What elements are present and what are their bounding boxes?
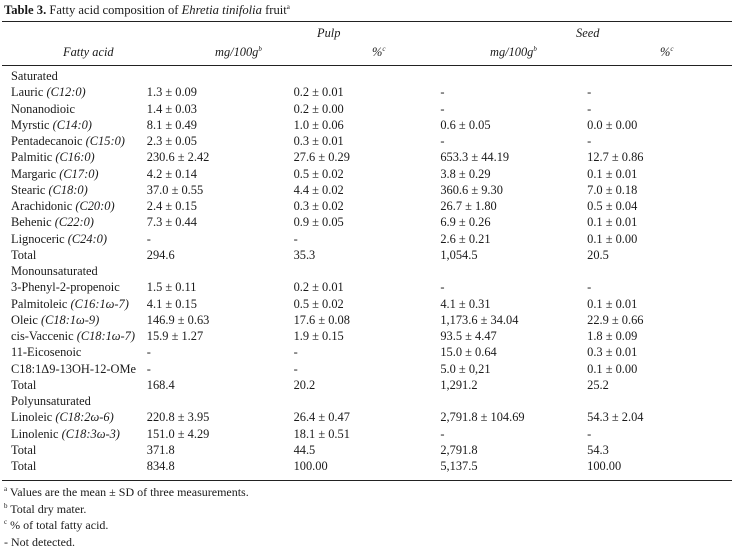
table-row (0, 247, 734, 263)
fatty-acid-code: (C17:0) (59, 166, 99, 181)
pulp-pct-cell: 0.3 ± 0.01 (293, 134, 344, 149)
table-row (0, 344, 734, 360)
fatty-acid-cell (0, 312, 147, 328)
seed-pct-cell: 54.3 ± 2.04 (587, 410, 644, 425)
seed-pct-cell: 7.0 ± 0.18 (587, 182, 638, 197)
pulp-mg-cell: 168.4 (146, 377, 175, 392)
seed-pct-cell: 0.3 ± 0.01 (587, 345, 638, 360)
table-row (0, 426, 734, 442)
table-body (0, 68, 734, 474)
seed-mg-cell: - (440, 426, 445, 441)
table-row (0, 84, 734, 100)
seed-mg-cell: 5.0 ± 0,21 (440, 361, 491, 376)
fatty-acid-name: Palmitoleic (11, 296, 71, 311)
footnote (4, 484, 249, 501)
fatty-acid-name: Behenic (11, 215, 55, 230)
pulp-pct-sup: c (382, 44, 386, 53)
fatty-acid-cell (0, 182, 147, 198)
table-row (0, 328, 734, 344)
fatty-acid-name: Palmitic (11, 150, 56, 165)
fatty-acid-code: (C24:0) (67, 231, 107, 246)
pulp-pct-cell: 27.6 ± 0.29 (293, 150, 350, 165)
table-row (0, 361, 734, 377)
seed-mg-cell: 4.1 ± 0.31 (440, 296, 491, 311)
pulp-pct-cell: 44.5 (293, 442, 316, 457)
fatty-acid-name: cis-Vaccenic (11, 329, 77, 344)
fatty-acid-name: Total (11, 247, 37, 262)
pulp-pct-cell: 0.2 ± 0.01 (293, 85, 344, 100)
fatty-acid-code: (C18:1ω-7) (76, 329, 136, 344)
pulp-mg-cell: 2.3 ± 0.05 (146, 134, 197, 149)
seed-pct-cell: 0.0 ± 0.00 (587, 117, 638, 132)
table-row (0, 458, 734, 474)
pulp-mg-cell: 1.5 ± 0.11 (146, 280, 197, 295)
section-label: Monounsaturated (11, 264, 98, 279)
pulp-pct-cell: 4.4 ± 0.02 (293, 182, 344, 197)
fatty-acid-name: Pentadecanoic (11, 134, 86, 149)
fatty-acid-name: 3-Phenyl-2-propenoic (11, 280, 120, 295)
footnote-text: % of total fatty acid. (7, 518, 109, 533)
pulp-mg-cell: 1.3 ± 0.09 (146, 85, 197, 100)
footnote-text: Total dry mater. (7, 501, 87, 516)
seed-mg-cell: 1,173.6 ± 34.04 (440, 312, 519, 327)
seed-pct-cell: 0.1 ± 0.01 (587, 166, 638, 181)
fatty-acid-code: (C12:0) (46, 85, 86, 100)
seed-pct-cell: 20.5 (587, 247, 609, 262)
seed-pct-cell: 25.2 (587, 377, 609, 392)
seed-mg-cell: - (440, 85, 445, 100)
pulp-pct-cell: 0.9 ± 0.05 (293, 215, 344, 230)
footnote (4, 517, 249, 534)
fatty-acid-name: 11-Eicosenoic (11, 345, 82, 360)
fatty-acid-cell (0, 377, 147, 393)
fatty-acid-code: (C16:1ω-7) (70, 296, 129, 311)
fatty-acid-cell (0, 409, 147, 425)
seed-mg-cell: 0.6 ± 0.05 (440, 117, 491, 132)
pulp-mg-cell: 151.0 ± 4.29 (146, 426, 210, 441)
seed-pct-cell: 0.5 ± 0.04 (587, 199, 638, 214)
footnote-mark: c (4, 518, 8, 527)
section-row (0, 68, 734, 84)
pulp-mg-cell: 834.8 (146, 459, 175, 474)
seed-mg-cell: 2,791.8 (440, 442, 478, 457)
pulp-pct-cell: 100.00 (293, 459, 328, 474)
table-row (0, 409, 734, 425)
caption-species: Ehretia tinifolia (181, 3, 262, 17)
pulp-pct-cell: 1.0 ± 0.06 (293, 117, 344, 132)
pulp-mg-cell: 294.6 (146, 247, 175, 262)
fatty-acid-cell (0, 426, 147, 442)
pulp-mg-sup: b (258, 44, 262, 53)
seed-mg-cell: 360.6 ± 9.30 (440, 182, 503, 197)
fatty-acid-cell (0, 149, 147, 165)
pulp-pct-cell: 0.2 ± 0.00 (293, 101, 344, 116)
table-row (0, 312, 734, 328)
table-row (0, 279, 734, 295)
fatty-acid-cell (0, 344, 147, 360)
caption-text-before: Fatty acid composition of (46, 3, 182, 17)
seed-pct-cell: - (587, 101, 592, 116)
pulp-mg-cell: 37.0 ± 0.55 (146, 182, 204, 197)
seed-group-header: Seed (576, 26, 600, 40)
pulp-mg-cell: - (146, 231, 151, 246)
pulp-group-header: Pulp (317, 26, 341, 40)
pulp-mg-cell: 230.6 ± 2.42 (146, 150, 210, 165)
seed-mg-cell: 26.7 ± 1.80 (440, 199, 497, 214)
table-row (0, 166, 734, 182)
footnote-text: - Not detected. (4, 534, 75, 549)
seed-mg-sup: b (533, 44, 537, 53)
fatty-acid-name: Oleic (11, 312, 41, 327)
pulp-mg-cell: 7.3 ± 0.44 (146, 215, 197, 230)
fatty-acid-name: Total (11, 442, 37, 457)
seed-pct-cell: 0.1 ± 0.01 (587, 215, 638, 230)
pulp-mg-label: mg/100g (215, 45, 259, 59)
seed-pct-cell: - (587, 134, 592, 149)
fatty-acid-cell (0, 117, 147, 133)
fatty-acid-name: Linoleic (11, 410, 56, 425)
fatty-acid-cell (0, 166, 147, 182)
fatty-acid-code: (C16:0) (55, 150, 95, 165)
seed-mg-cell: 1,054.5 (440, 247, 478, 262)
section-row (0, 263, 734, 279)
table-row (0, 442, 734, 458)
pulp-pct-cell: - (293, 231, 298, 246)
table-row (0, 296, 734, 312)
fatty-acid-code: (C18:2ω-6) (55, 410, 114, 425)
seed-pct-cell: 100.00 (587, 459, 622, 474)
section-row (0, 393, 734, 409)
fatty-acid-name: Margaric (11, 166, 60, 181)
pulp-pct-cell: 35.3 (293, 247, 316, 262)
fatty-acid-name: Arachidonic (11, 199, 76, 214)
seed-pct-cell: 12.7 ± 0.86 (587, 150, 644, 165)
fatty-acid-cell (0, 361, 147, 377)
pulp-mg-column-header (215, 45, 262, 60)
fatty-acid-cell (0, 442, 147, 458)
footnote (4, 534, 249, 551)
footnotes (4, 484, 249, 550)
fatty-acid-cell (0, 198, 147, 214)
pulp-mg-cell: 371.8 (146, 442, 175, 457)
table-row (0, 214, 734, 230)
table-row (0, 101, 734, 117)
seed-pct-cell: 22.9 ± 0.66 (587, 312, 644, 327)
top-rule (2, 21, 732, 22)
pulp-mg-cell: - (146, 361, 151, 376)
pulp-mg-cell: 146.9 ± 0.63 (146, 312, 210, 327)
seed-mg-cell: 5,137.5 (440, 459, 478, 474)
fatty-acid-code: (C18:0) (48, 182, 88, 197)
caption-text-after: fruit (261, 3, 287, 17)
section-label: Polyunsaturated (11, 394, 91, 409)
fatty-acid-name: Stearic (11, 182, 49, 197)
fatty-acid-code: (C15:0) (85, 134, 125, 149)
fatty-acid-cell (0, 84, 147, 100)
fatty-acid-cell (0, 231, 147, 247)
fatty-acid-name: Lauric (11, 85, 47, 100)
seed-pct-cell: 0.1 ± 0.00 (587, 361, 638, 376)
pulp-pct-cell: 0.3 ± 0.02 (293, 199, 344, 214)
seed-pct-cell: 1.8 ± 0.09 (587, 329, 638, 344)
fatty-acid-code: (C18:3ω-3) (61, 426, 120, 441)
seed-pct-cell: - (587, 426, 592, 441)
table-caption (4, 3, 290, 18)
pulp-mg-cell: 8.1 ± 0.49 (146, 117, 197, 132)
pulp-pct-cell: 18.1 ± 0.51 (293, 426, 350, 441)
footnote-mark: a (4, 485, 8, 493)
pulp-pct-cell: 0.2 ± 0.01 (293, 280, 344, 295)
fatty-acid-name: C18:1Δ9-13OH-12-OMe (11, 361, 136, 376)
footnote (4, 501, 249, 518)
header-rule (2, 65, 732, 66)
seed-pct-label: % (660, 45, 671, 59)
fatty-acid-name: Total (11, 377, 37, 392)
fatty-acid-cell (0, 133, 147, 149)
pulp-pct-cell: 26.4 ± 0.47 (293, 410, 350, 425)
caption-label: Table 3. (4, 3, 47, 17)
pulp-mg-cell: 4.1 ± 0.15 (146, 296, 197, 311)
section-label: Saturated (11, 69, 58, 84)
seed-mg-cell: 1,291.2 (440, 377, 478, 392)
seed-pct-cell: 54.3 (587, 442, 609, 457)
fatty-acid-cell (0, 296, 147, 312)
pulp-pct-cell: 17.6 ± 0.08 (293, 312, 350, 327)
seed-mg-cell: 93.5 ± 4.47 (440, 329, 497, 344)
caption-footnote-mark: a (286, 2, 290, 11)
seed-pct-sup: c (670, 44, 674, 53)
seed-mg-cell: 6.9 ± 0.26 (440, 215, 491, 230)
pulp-mg-cell: - (146, 345, 151, 360)
seed-mg-cell: - (440, 101, 445, 116)
seed-mg-cell: 15.0 ± 0.64 (440, 345, 497, 360)
pulp-mg-cell: 220.8 ± 3.95 (146, 410, 210, 425)
fatty-acid-name: Myrstic (11, 117, 53, 132)
fatty-acid-cell (0, 247, 147, 263)
seed-mg-label: mg/100g (490, 45, 534, 59)
fatty-acid-name: Lignoceric (11, 231, 68, 246)
pulp-pct-cell: - (293, 361, 298, 376)
fatty-acid-cell (0, 458, 147, 474)
pulp-mg-cell: 1.4 ± 0.03 (146, 101, 197, 116)
fatty-acid-name: Nonanodioic (11, 101, 76, 116)
pulp-pct-cell: 0.5 ± 0.02 (293, 296, 344, 311)
pulp-pct-cell: - (293, 345, 298, 360)
fatty-acid-code: (C14:0) (52, 117, 92, 132)
table-row (0, 133, 734, 149)
seed-mg-cell: - (440, 134, 445, 149)
seed-pct-cell: 0.1 ± 0.00 (587, 231, 638, 246)
pulp-mg-cell: 4.2 ± 0.14 (146, 166, 197, 181)
seed-mg-cell: 2.6 ± 0.21 (440, 231, 491, 246)
table-row (0, 182, 734, 198)
fatty-acid-code: (C18:1ω-9) (40, 312, 100, 327)
fatty-acid-name: Linolenic (11, 426, 62, 441)
pulp-pct-cell: 1.9 ± 0.15 (293, 329, 344, 344)
table-row (0, 149, 734, 165)
table-row (0, 117, 734, 133)
table-row (0, 231, 734, 247)
fatty-acid-code: (C22:0) (54, 215, 94, 230)
fatty-acid-cell (0, 101, 147, 117)
footnote-text: Values are the mean ± SD of three measurements. (7, 485, 249, 499)
fatty-acid-column-header: Fatty acid (63, 45, 114, 59)
table-row (0, 198, 734, 214)
bottom-rule (2, 480, 732, 481)
pulp-pct-cell: 0.5 ± 0.02 (293, 166, 344, 181)
seed-mg-cell: 3.8 ± 0.29 (440, 166, 491, 181)
pulp-mg-cell: 15.9 ± 1.27 (146, 329, 204, 344)
pulp-pct-column-header (372, 45, 385, 60)
seed-mg-cell: 2,791.8 ± 104.69 (440, 410, 525, 425)
pulp-mg-cell: 2.4 ± 0.15 (146, 199, 197, 214)
footnote-mark: b (4, 501, 8, 510)
seed-pct-column-header (660, 45, 673, 60)
seed-pct-cell: - (587, 85, 592, 100)
fatty-acid-table (0, 68, 734, 474)
seed-pct-cell: 0.1 ± 0.01 (587, 296, 638, 311)
table-row (0, 377, 734, 393)
fatty-acid-cell (0, 214, 147, 230)
seed-mg-cell: - (440, 280, 445, 295)
fatty-acid-code: (C20:0) (75, 199, 115, 214)
pulp-pct-label: % (372, 45, 383, 59)
fatty-acid-cell (0, 279, 147, 295)
fatty-acid-name: Total (11, 459, 37, 474)
fatty-acid-cell (0, 328, 147, 344)
seed-pct-cell: - (587, 280, 592, 295)
pulp-pct-cell: 20.2 (293, 377, 316, 392)
seed-mg-cell: 653.3 ± 44.19 (440, 150, 510, 165)
seed-mg-column-header (490, 45, 537, 60)
